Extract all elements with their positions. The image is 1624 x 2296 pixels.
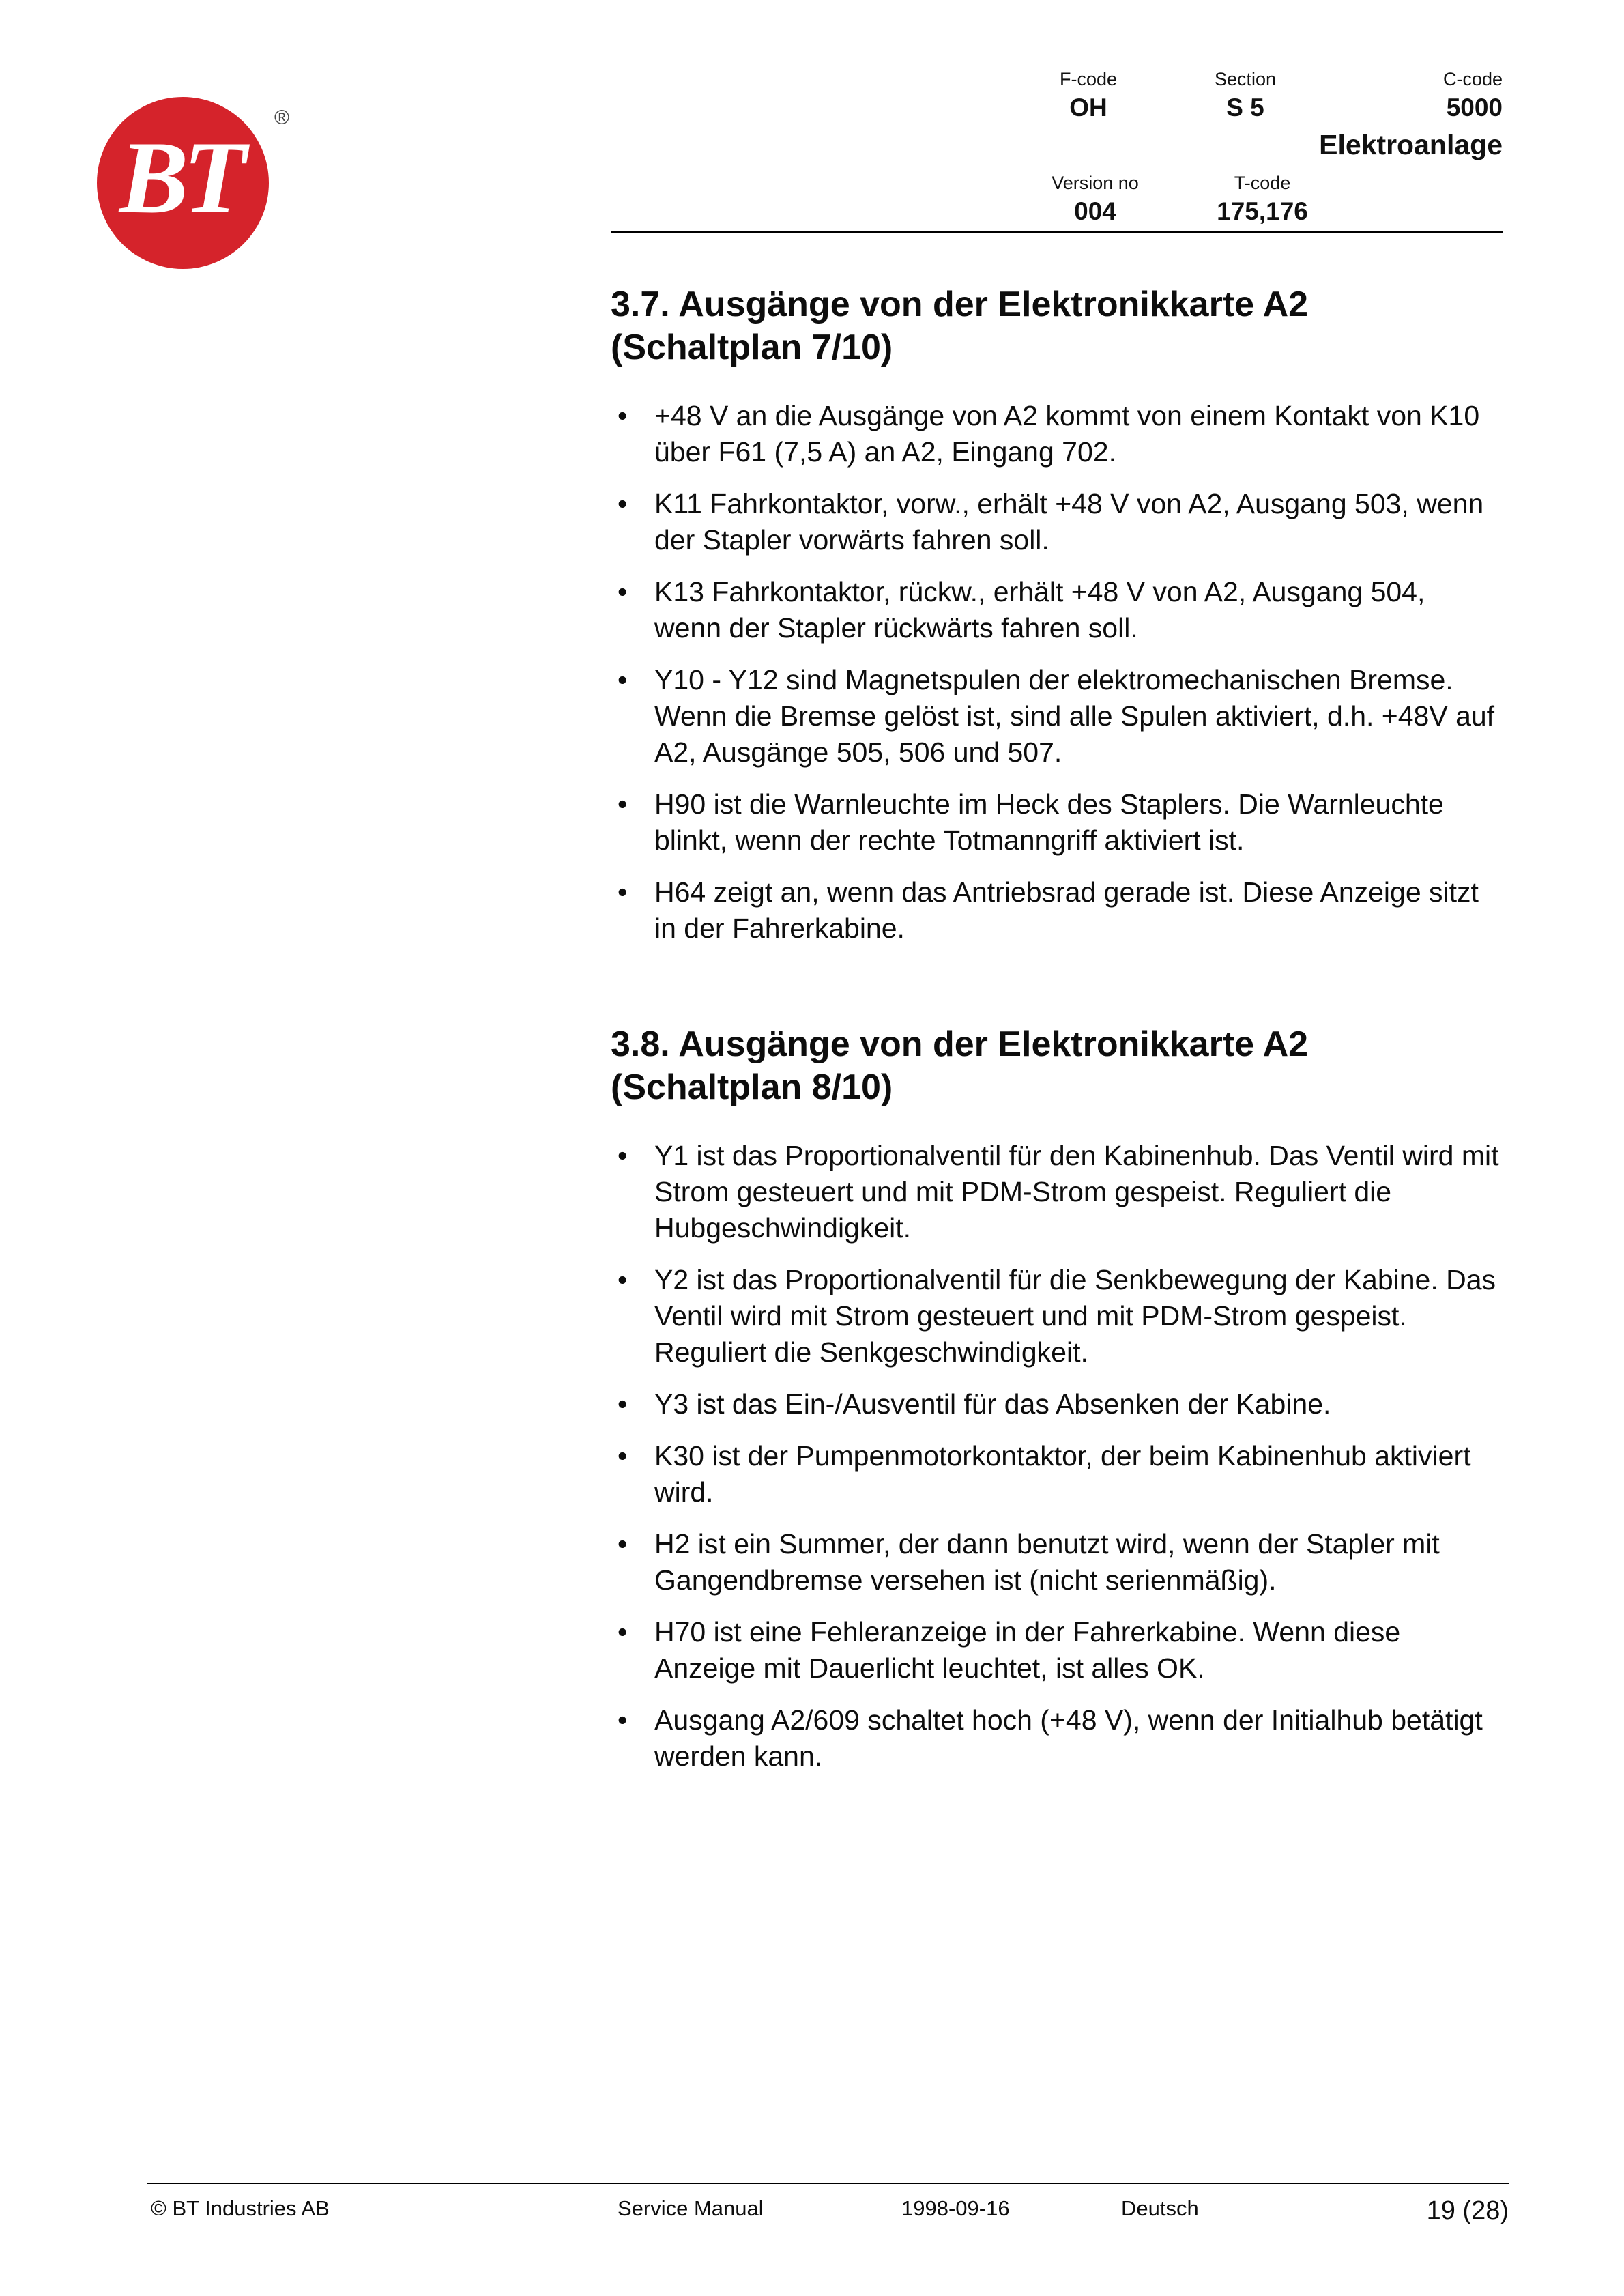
section-3-7-title: 3.7. Ausgänge von der Elektronikkarte A2 (Schaltplan 7/10) xyxy=(611,285,1309,367)
bullet-text: H2 ist ein Summer, der dann benutzt wird, wenn der Stapler mit Gangendbremse versehen ist (nicht serienmäßig). xyxy=(654,1528,1440,1596)
bullet-text: K30 ist der Pumpenmotorkontaktor, der beim Kabinenhub aktiviert wird. xyxy=(654,1440,1471,1508)
tcode-label: T-code xyxy=(1234,173,1291,193)
header-code-row xyxy=(1024,68,1503,123)
bullet-item xyxy=(611,874,1499,947)
section-field xyxy=(1153,68,1337,123)
tcode-value: 175,176 xyxy=(1217,197,1308,225)
bullet-item xyxy=(611,574,1499,646)
bullet-item xyxy=(611,662,1499,771)
fcode-value: OH xyxy=(1069,94,1107,121)
footer-page-number: 19 (28) xyxy=(1426,2196,1509,2225)
fcode-field xyxy=(1024,68,1153,123)
ccode-value: 5000 xyxy=(1446,94,1503,121)
footer-language: Deutsch xyxy=(1121,2196,1199,2220)
bullet-item xyxy=(611,486,1499,558)
section-value: S 5 xyxy=(1226,94,1264,121)
bullet-item xyxy=(611,786,1499,859)
bullet-text: Y2 ist das Proportionalventil für die Senkbewegung der Kabine. Das Ventil wird mit Strom gesteuert und mit PDM-Strom gespeist. Reguliert die Senkgeschwindigkeit. xyxy=(654,1264,1496,1368)
header-info xyxy=(1024,68,1503,227)
tcode-field xyxy=(1167,172,1358,227)
bullet-item xyxy=(611,1614,1499,1687)
section-3-8-title: 3.8. Ausgänge von der Elektronikkarte A2 (Schaltplan 8/10) xyxy=(611,1024,1309,1107)
bullet-text: +48 V an die Ausgänge von A2 kommt von einem Kontakt von K10 über F61 (7,5 A) an A2, Eingang 702. xyxy=(654,400,1480,468)
bullet-text: K13 Fahrkontaktor, rückw., erhält +48 V von A2, Ausgang 504, wenn der Stapler rückwärts fahren soll. xyxy=(654,576,1425,644)
bullet-text: H90 ist die Warnleuchte im Heck des Staplers. Die Warnleuchte blinkt, wenn der rechte Totmanngriff aktiviert ist. xyxy=(654,788,1444,856)
bullet-item xyxy=(611,1262,1499,1371)
bullet-text: H70 ist eine Fehleranzeige in der Fahrerkabine. Wenn diese Anzeige mit Dauerlicht leuchtet, ist alles OK. xyxy=(654,1616,1401,1684)
version-label: Version no xyxy=(1052,173,1139,193)
bullet-item xyxy=(611,398,1499,470)
document-body xyxy=(611,283,1499,1790)
bt-logo-text: BT xyxy=(119,120,242,235)
footer-date: 1998-09-16 xyxy=(901,2196,1010,2220)
document-subtitle: Elektroanlage xyxy=(1319,129,1503,160)
footer-doc-type: Service Manual xyxy=(618,2196,764,2220)
bullet-text: Ausgang A2/609 schaltet hoch (+48 V), wenn der Initialhub betätigt werden kann. xyxy=(654,1704,1483,1772)
bullet-item xyxy=(611,1702,1499,1775)
bullet-item xyxy=(611,1526,1499,1598)
footer-copyright: © BT Industries AB xyxy=(151,2196,330,2220)
bullet-item xyxy=(611,1438,1499,1510)
section-3-8-bullet-list xyxy=(611,1138,1499,1775)
bt-logo xyxy=(97,97,269,269)
bullet-text: Y1 ist das Proportionalventil für den Kabinenhub. Das Ventil wird mit Strom gesteuert und mit PDM-Strom gespeist. Reguliert die Hubgeschwindigkeit. xyxy=(654,1140,1499,1244)
registered-trademark-icon: ® xyxy=(274,106,290,129)
ccode-field xyxy=(1337,68,1503,123)
ccode-label: C-code xyxy=(1442,69,1503,89)
section-3-7-bullet-list xyxy=(611,398,1499,947)
header-divider xyxy=(611,231,1503,233)
header-version-row xyxy=(1024,172,1503,227)
fcode-label: F-code xyxy=(1059,69,1118,89)
section-3-7 xyxy=(611,283,1499,947)
version-value: 004 xyxy=(1074,197,1116,225)
bullet-text: K11 Fahrkontaktor, vorw., erhält +48 V von A2, Ausgang 503, wenn der Stapler vorwärts fahren soll. xyxy=(654,488,1484,556)
section-label: Section xyxy=(1214,69,1277,89)
version-field xyxy=(1024,172,1167,227)
bullet-item xyxy=(611,1386,1499,1422)
section-3-8 xyxy=(611,1023,1499,1775)
footer xyxy=(147,2192,1509,2230)
bullet-item xyxy=(611,1138,1499,1246)
bullet-text: Y10 - Y12 sind Magnetspulen der elektromechanischen Bremse. Wenn die Bremse gelöst ist, sind alle Spulen aktiviert, d.h. +48V auf A2, Ausgänge 505, 506 und 507. xyxy=(654,664,1495,768)
bullet-text: Y3 ist das Ein-/Ausventil für das Absenken der Kabine. xyxy=(654,1388,1331,1420)
footer-divider xyxy=(147,2183,1509,2184)
bullet-text: H64 zeigt an, wenn das Antriebsrad gerade ist. Diese Anzeige sitzt in der Fahrerkabine. xyxy=(654,876,1479,944)
